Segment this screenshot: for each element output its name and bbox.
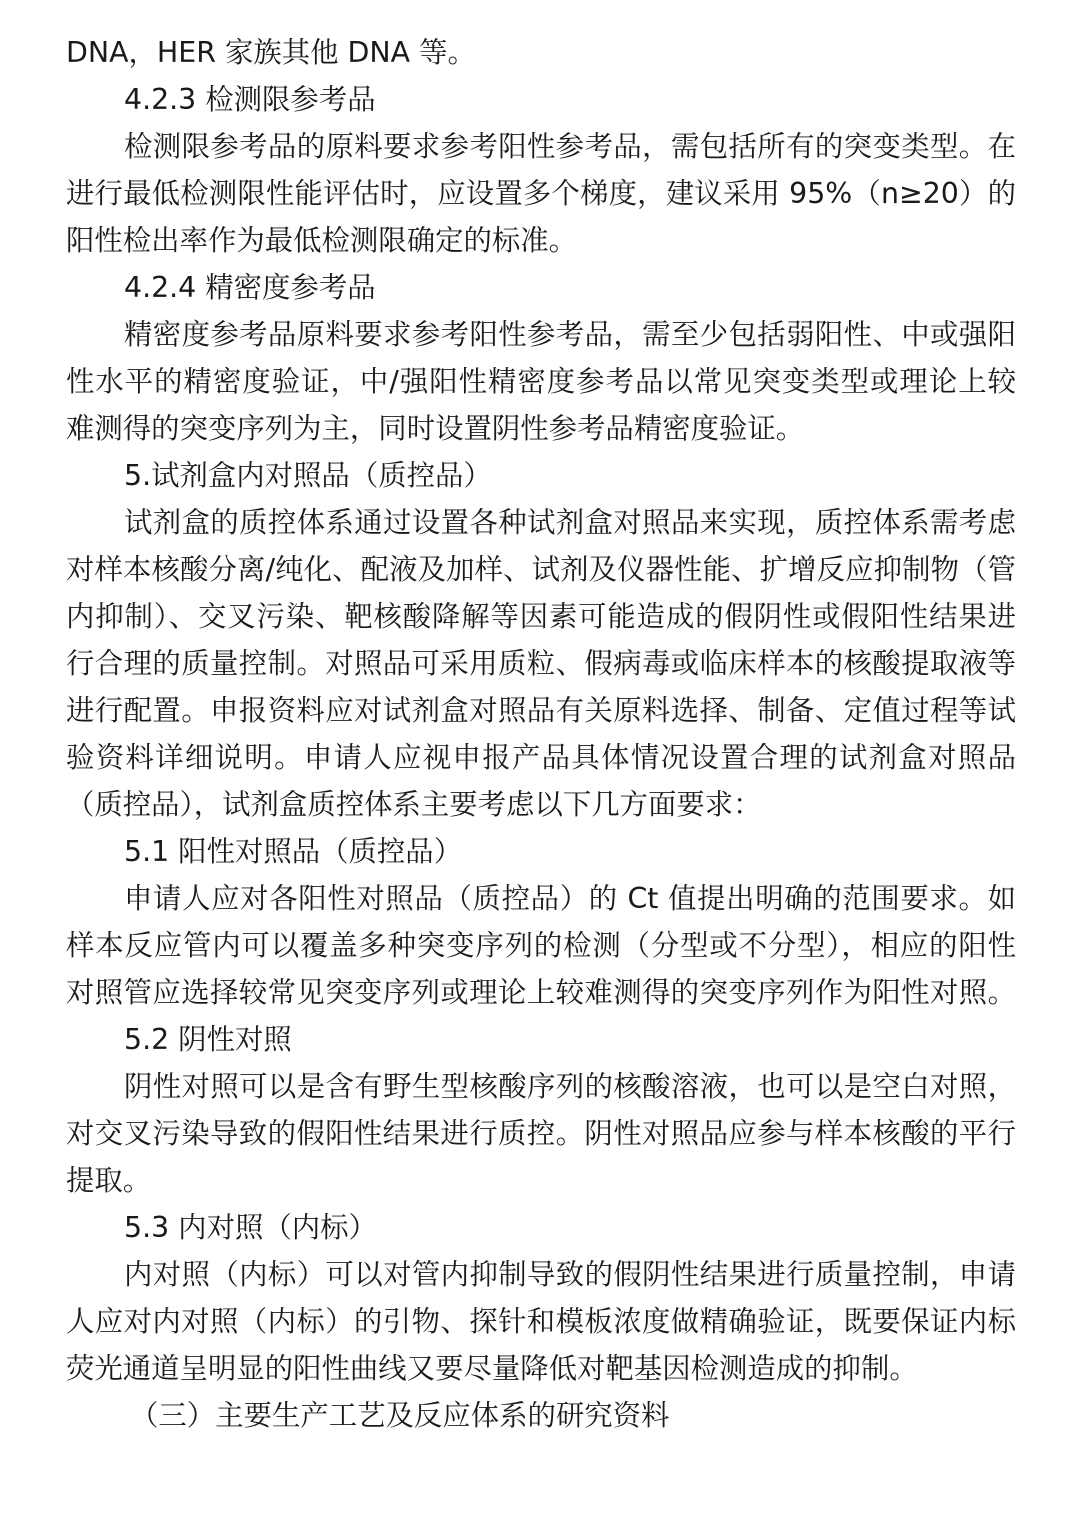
- paragraph-line: 精密度参考品原料要求参考阳性参考品，需至少包括弱阳性、中或强阳: [124, 318, 1016, 351]
- paragraph-line: 申请人应对各阳性对照品（质控品）的 Ct 值提出明确的范围要求。如: [124, 882, 1016, 915]
- paragraph-line: 进行配置。申报资料应对试剂盒对照品有关原料选择、制备、定值过程等试: [66, 694, 1016, 727]
- paragraph-line: 对照管应选择较常见突变序列或理论上较难测得的突变序列作为阳性对照。: [66, 976, 1016, 1009]
- paragraph-line: 阴性对照可以是含有野生型核酸序列的核酸溶液，也可以是空白对照，: [124, 1070, 1016, 1103]
- paragraph-line: 行合理的质量控制。对照品可采用质粒、假病毒或临床样本的核酸提取液等: [66, 647, 1016, 680]
- paragraph-line: 样本反应管内可以覆盖多种突变序列的检测（分型或不分型），相应的阳性: [66, 929, 1016, 962]
- paragraph-line: 内抑制）、交叉污染、靶核酸降解等因素可能造成的假阴性或假阳性结果进: [66, 600, 1016, 633]
- section-heading-4-2-3: 4.2.3 检测限参考品: [124, 83, 376, 116]
- paragraph-line: 验资料详细说明。申请人应视申报产品具体情况设置合理的试剂盒对照品: [66, 741, 1016, 774]
- section-heading-5: 5.试剂盒内对照品（质控品）: [124, 459, 492, 492]
- text-line-continuation: DNA，HER 家族其他 DNA 等。: [66, 36, 476, 69]
- section-heading-5-1: 5.1 阳性对照品（质控品）: [124, 835, 463, 868]
- paragraph-line: 试剂盒的质控体系通过设置各种试剂盒对照品来实现，质控体系需考虑: [124, 506, 1016, 539]
- paragraph-line: 对交叉污染导致的假阳性结果进行质控。阴性对照品应参与样本核酸的平行: [66, 1117, 1016, 1150]
- section-heading-4-2-4: 4.2.4 精密度参考品: [124, 271, 376, 304]
- paragraph-line: 难测得的突变序列为主，同时设置阴性参考品精密度验证。: [66, 412, 805, 445]
- paragraph-line: 对样本核酸分离/纯化、配液及加样、试剂及仪器性能、扩增反应抑制物（管: [66, 553, 1016, 586]
- section-heading-5-3: 5.3 内对照（内标）: [124, 1211, 377, 1244]
- section-heading-part-3: （三）主要生产工艺及反应体系的研究资料: [130, 1399, 670, 1432]
- paragraph-line: 检测限参考品的原料要求参考阳性参考品，需包括所有的突变类型。在: [124, 130, 1016, 163]
- paragraph-line: 性水平的精密度验证，中/强阳性精密度参考品以常见突变类型或理论上较: [66, 365, 1016, 398]
- paragraph-line: 人应对内对照（内标）的引物、探针和模板浓度做精确验证，既要保证内标: [66, 1305, 1016, 1338]
- paragraph-line: （质控品），试剂盒质控体系主要考虑以下几方面要求：: [66, 788, 762, 821]
- paragraph-line: 荧光通道呈明显的阳性曲线又要尽量降低对靶基因检测造成的抑制。: [66, 1352, 918, 1385]
- paragraph-line: 内对照（内标）可以对管内抑制导致的假阴性结果进行质量控制，申请: [124, 1258, 1016, 1291]
- paragraph-line: 提取。: [66, 1164, 152, 1197]
- paragraph-line: 进行最低检测限性能评估时，应设置多个梯度，建议采用 95%（n≥20）的: [66, 177, 1016, 210]
- paragraph-line: 阳性检出率作为最低检测限确定的标准。: [66, 224, 578, 257]
- section-heading-5-2: 5.2 阴性对照: [124, 1023, 292, 1056]
